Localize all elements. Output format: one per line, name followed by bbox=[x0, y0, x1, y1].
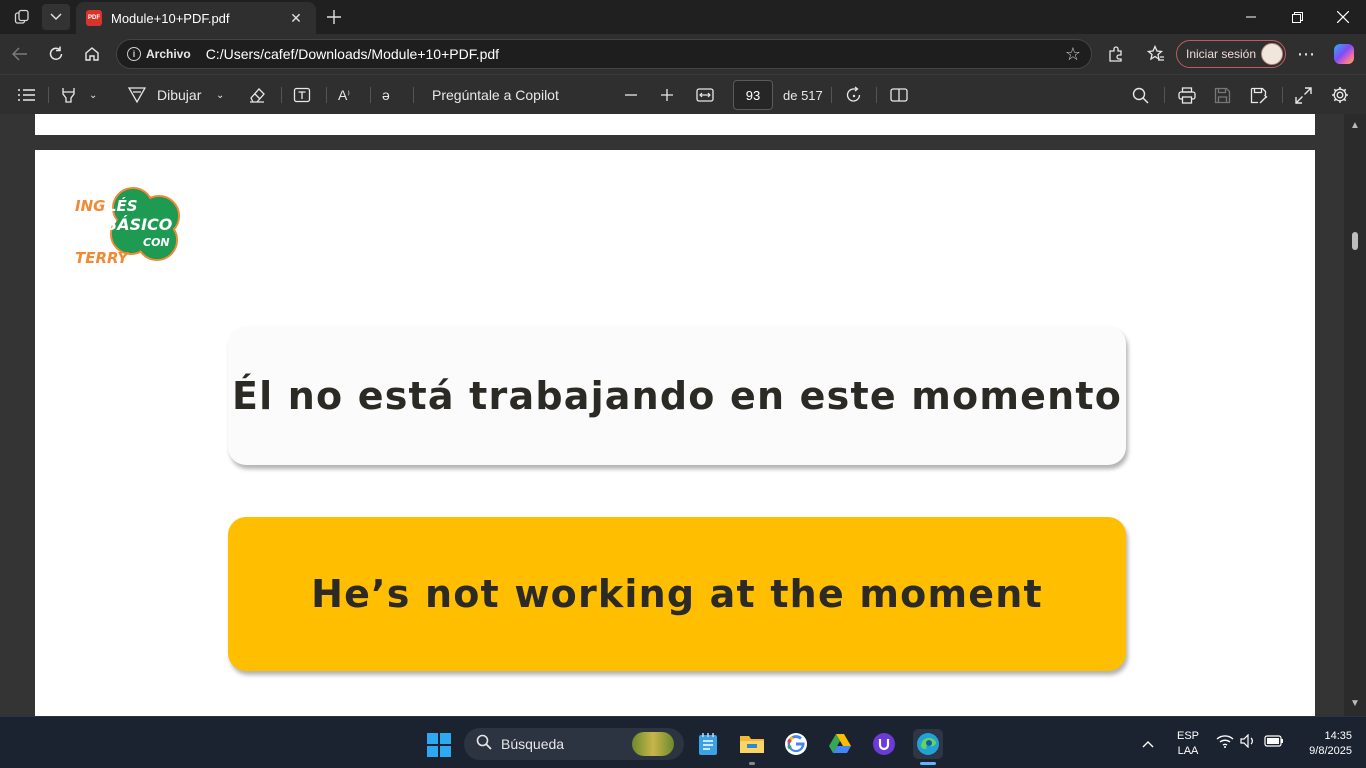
save-as-icon[interactable] bbox=[1250, 83, 1268, 107]
google-chrome-icon[interactable] bbox=[781, 729, 811, 759]
address-bar[interactable] bbox=[116, 39, 1092, 69]
page-view-icon[interactable] bbox=[890, 83, 908, 107]
clock-time: 14:35 bbox=[1324, 730, 1352, 742]
favorites-icon[interactable] bbox=[1142, 40, 1170, 68]
logo-text-basico: BÁSICO bbox=[105, 215, 173, 234]
url-text[interactable]: C:/Users/cafef/Downloads/Module+10+PDF.pdf bbox=[205, 46, 500, 62]
pdf-page bbox=[35, 150, 1315, 716]
search-highlight-image bbox=[632, 732, 674, 756]
logo-text-terry: TERRY bbox=[75, 249, 129, 267]
pdf-toolbar bbox=[0, 74, 1366, 114]
draw-dropdown-chevron-icon[interactable]: ⌄ bbox=[216, 89, 225, 101]
show-hidden-icons-chevron-icon[interactable] bbox=[1142, 735, 1154, 751]
language-code: ESP bbox=[1176, 730, 1199, 742]
eraser-icon[interactable] bbox=[248, 83, 266, 107]
print-icon[interactable] bbox=[1178, 83, 1196, 107]
microsoft-edge-icon[interactable] bbox=[913, 729, 943, 759]
u-app-icon[interactable] bbox=[869, 729, 899, 759]
toolbar-divider bbox=[1282, 87, 1283, 103]
home-icon[interactable] bbox=[78, 40, 106, 68]
page-count: de 517 bbox=[783, 87, 823, 103]
more-options-icon[interactable]: ⋯ bbox=[1297, 43, 1315, 64]
running-indicator bbox=[749, 762, 755, 765]
toolbar-divider bbox=[1164, 87, 1165, 103]
close-window-icon[interactable] bbox=[1320, 0, 1366, 34]
active-app-indicator bbox=[920, 762, 936, 765]
previous-page-bottom bbox=[35, 114, 1315, 135]
toolbar-divider bbox=[831, 87, 832, 103]
find-search-icon[interactable] bbox=[1132, 83, 1149, 107]
zoom-out-icon[interactable] bbox=[625, 83, 637, 107]
back-arrow-icon[interactable] bbox=[6, 40, 34, 68]
navigation-bar bbox=[0, 34, 1366, 74]
windows-taskbar bbox=[0, 716, 1366, 768]
notepad-app-icon[interactable] bbox=[693, 729, 723, 759]
zoom-in-icon[interactable] bbox=[661, 83, 673, 107]
info-icon[interactable]: i bbox=[127, 47, 141, 61]
google-drive-icon[interactable] bbox=[825, 729, 855, 759]
toolbar-divider bbox=[370, 87, 371, 103]
battery-icon[interactable] bbox=[1264, 734, 1284, 750]
vertical-scrollbar[interactable] bbox=[1344, 114, 1366, 716]
windows-start-icon[interactable] bbox=[427, 733, 451, 757]
rotate-icon[interactable] bbox=[845, 83, 863, 107]
wifi-icon[interactable] bbox=[1216, 734, 1234, 751]
read-aloud-icon[interactable]: A ⁾ bbox=[338, 87, 350, 103]
site-info-label[interactable]: Archivo bbox=[146, 47, 191, 61]
copilot-logo bbox=[1334, 44, 1354, 64]
logo-text-ing: ING bbox=[75, 197, 106, 215]
toolbar-divider bbox=[48, 87, 49, 103]
table-of-contents-icon[interactable] bbox=[18, 83, 35, 107]
tab-title: Module+10+PDF.pdf bbox=[111, 10, 230, 26]
workspaces-icon[interactable] bbox=[8, 4, 36, 30]
browser-tab-strip bbox=[0, 0, 1366, 34]
toolbar-divider bbox=[326, 87, 327, 103]
scroll-down-arrow-icon[interactable]: ▼ bbox=[1350, 698, 1360, 709]
save-icon[interactable] bbox=[1214, 83, 1231, 107]
copilot-icon[interactable] bbox=[1330, 40, 1358, 68]
toolbar-divider bbox=[413, 87, 414, 103]
add-favorite-star-icon[interactable]: ☆ bbox=[1064, 43, 1081, 64]
english-sentence-card: He’s not working at the moment bbox=[228, 517, 1126, 671]
translate-icon[interactable]: ə bbox=[382, 87, 390, 103]
scroll-thumb[interactable] bbox=[1352, 232, 1358, 250]
search-placeholder: Búsqueda bbox=[501, 736, 565, 752]
volume-icon[interactable] bbox=[1240, 734, 1256, 751]
sign-in-button[interactable] bbox=[1176, 40, 1286, 68]
active-tab[interactable] bbox=[76, 2, 316, 34]
fit-to-width-icon[interactable] bbox=[696, 83, 714, 107]
extensions-puzzle-icon[interactable] bbox=[1102, 40, 1130, 68]
taskbar-search-box[interactable] bbox=[464, 728, 684, 760]
restore-icon[interactable] bbox=[1274, 0, 1320, 34]
minimize-icon[interactable] bbox=[1228, 0, 1274, 34]
logo-text-les: LÉS bbox=[107, 197, 138, 215]
settings-gear-icon[interactable] bbox=[1331, 83, 1349, 107]
spanish-sentence-card: Él no está trabajando en este momento bbox=[228, 326, 1126, 465]
system-clock[interactable] bbox=[1292, 729, 1352, 759]
new-tab-plus-icon[interactable] bbox=[320, 4, 348, 30]
highlight-icon[interactable] bbox=[60, 83, 78, 107]
tab-list-chevron-icon[interactable] bbox=[42, 4, 70, 30]
draw-button[interactable]: Dibujar bbox=[157, 87, 202, 103]
page-number-input[interactable]: 93 bbox=[733, 80, 773, 110]
refresh-icon[interactable] bbox=[42, 40, 70, 68]
toolbar-divider bbox=[876, 87, 877, 103]
add-text-icon[interactable] bbox=[293, 83, 311, 107]
clock-date: 9/8/2025 bbox=[1309, 745, 1352, 757]
search-icon bbox=[476, 734, 492, 755]
close-tab-icon[interactable]: ✕ bbox=[290, 9, 302, 26]
highlight-dropdown-chevron-icon[interactable]: ⌄ bbox=[89, 89, 98, 101]
input-language-indicator[interactable] bbox=[1172, 729, 1204, 759]
profile-avatar bbox=[1261, 43, 1283, 65]
scroll-up-arrow-icon[interactable]: ▲ bbox=[1350, 120, 1360, 131]
pdf-document-area[interactable] bbox=[0, 114, 1366, 716]
pdf-file-icon: PDF bbox=[86, 10, 102, 26]
file-explorer-icon[interactable] bbox=[737, 729, 767, 759]
ask-copilot-button[interactable]: Pregúntale a Copilot bbox=[432, 87, 559, 103]
fullscreen-icon[interactable] bbox=[1295, 83, 1312, 107]
draw-pen-icon[interactable] bbox=[128, 83, 146, 107]
toolbar-divider bbox=[281, 87, 282, 103]
ingles-basico-con-terry-logo bbox=[73, 184, 188, 266]
sign-in-label: Iniciar sesión bbox=[1186, 47, 1257, 61]
keyboard-layout: LAA bbox=[1177, 745, 1199, 757]
logo-text-con: CON bbox=[143, 236, 170, 249]
